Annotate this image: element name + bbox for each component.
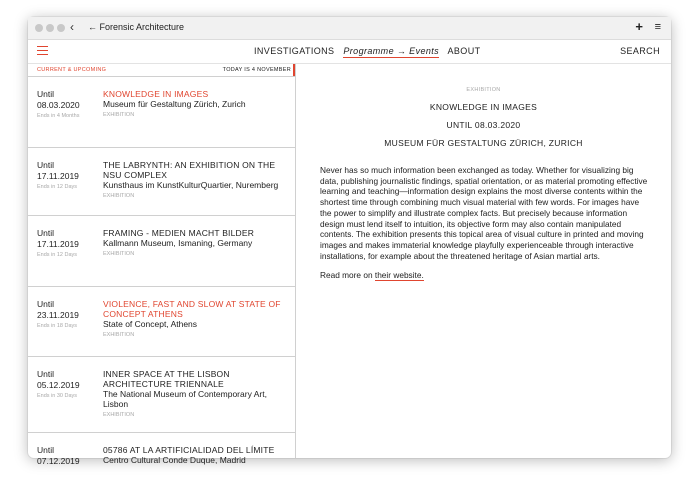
window-minimize-control[interactable] [46, 24, 54, 32]
hamburger-icon[interactable] [37, 46, 48, 55]
event-title[interactable]: VIOLENCE, FAST AND SLOW AT STATE OF CONCEPT ATHENS [103, 299, 281, 319]
window-title[interactable]: ← Forensic Architecture [88, 22, 185, 32]
detail-until: UNTIL 08.03.2020 [446, 120, 521, 130]
scroll-indicator [293, 64, 295, 76]
event-date: Until 23.11.2019 [37, 299, 79, 320]
event-title[interactable]: FRAMING - MEDIEN MACHT BILDER [103, 228, 255, 238]
detail-venue: MUSEUM FÜR GESTALTUNG ZÜRICH, ZURICH [384, 138, 583, 148]
nav-about[interactable]: ABOUT [447, 46, 481, 56]
event-date: Until 17.11.2019 [37, 228, 79, 249]
event-type: EXHIBITION [103, 193, 135, 199]
window-zoom-control[interactable] [57, 24, 65, 32]
event-date: Until 08.03.2020 [37, 89, 80, 110]
event-venue: The National Museum of Contemporary Art, Lisbon [103, 389, 267, 409]
event-item[interactable] [28, 216, 295, 287]
event-title[interactable]: INNER SPACE AT THE LISBON ARCHITECTURE TRIENNALE [103, 369, 230, 389]
event-venue: Centro Cultural Conde Duque, Madrid [103, 455, 246, 465]
event-venue: Museum für Gestaltung Zürich, Zurich [103, 99, 246, 109]
event-item[interactable] [28, 77, 295, 148]
browser-window [28, 17, 671, 466]
event-date: Until 07.12.2019 [37, 445, 80, 466]
main-nav [254, 46, 487, 56]
event-item[interactable] [28, 287, 295, 357]
back-chevron-icon[interactable]: ‹ [70, 20, 74, 34]
menu-icon[interactable]: ≡ [654, 21, 661, 33]
event-type: EXHIBITION [103, 412, 135, 418]
events-list [28, 64, 296, 466]
event-item[interactable] [28, 148, 295, 216]
read-more [320, 270, 424, 280]
window-close-control[interactable] [35, 24, 43, 32]
event-type: EXHIBITION [103, 332, 135, 338]
event-item[interactable] [28, 433, 295, 493]
detail-description: Never has so much information been exchanged as today. Whether for visualizing big data, publishing journalistic findings, spatial orientation, or as material promoting effective learning and teaching—information design explains the most diverse contents within the shortest time through combining much visual material with few words. For images have the power to simplify and illustrate complex facts. But precisely because information design must lend itself to intuition, its objective form may also contain manipulated contents. The exhibition presents this topical area of visual culture in printed and moving images and makes immaterial knowledge playfully experienceable through interactive installations, for example about the threatened heritage of Asian martial arts. [320, 165, 648, 261]
plus-icon[interactable]: + [635, 19, 643, 34]
event-type: EXHIBITION [103, 112, 135, 118]
event-date: Until 17.11.2019 [37, 160, 79, 181]
event-ends: Ends in 4 Months [37, 113, 80, 119]
detail-title: KNOWLEDGE IN IMAGES [429, 102, 538, 112]
event-venue: Kunsthaus im KunstKulturQuartier, Nuremberg [103, 180, 279, 190]
nav-programme-events[interactable]: Programme → Events [343, 46, 440, 56]
today-label: TODAY IS 4 NOVEMBER [222, 67, 291, 73]
detail-type: EXHIBITION [466, 87, 501, 93]
event-ends: Ends in 30 Days [37, 393, 78, 399]
site-header [28, 40, 671, 64]
event-title[interactable]: KNOWLEDGE IN IMAGES [103, 89, 209, 99]
website-link[interactable]: their website. [374, 270, 424, 280]
event-venue: Kallmann Museum, Ismaning, Germany [103, 238, 253, 248]
event-item[interactable] [28, 357, 295, 433]
event-type: EXHIBITION [103, 251, 135, 257]
event-date: Until 05.12.2019 [37, 369, 80, 390]
event-ends: Ends in 12 Days [37, 184, 78, 190]
current-upcoming-label: CURRENT & UPCOMING [37, 67, 107, 73]
list-header [28, 64, 295, 77]
read-more-prefix: Read more on [320, 270, 375, 280]
title-bar [28, 17, 671, 40]
event-ends: Ends in 12 Days [37, 252, 78, 258]
event-title[interactable]: THE LABRYNTH: AN EXHIBITION ON THE NSU COMPLEX [103, 160, 276, 180]
event-venue: State of Concept, Athens [103, 319, 198, 329]
event-ends: Ends in 18 Days [37, 323, 78, 329]
nav-investigations[interactable]: INVESTIGATIONS [254, 46, 335, 56]
event-title[interactable]: 05786 AT LA ARTIFICIALIDAD DEL LÍMITE [103, 445, 275, 455]
search-button[interactable]: SEARCH [620, 46, 660, 56]
event-detail [296, 64, 671, 458]
